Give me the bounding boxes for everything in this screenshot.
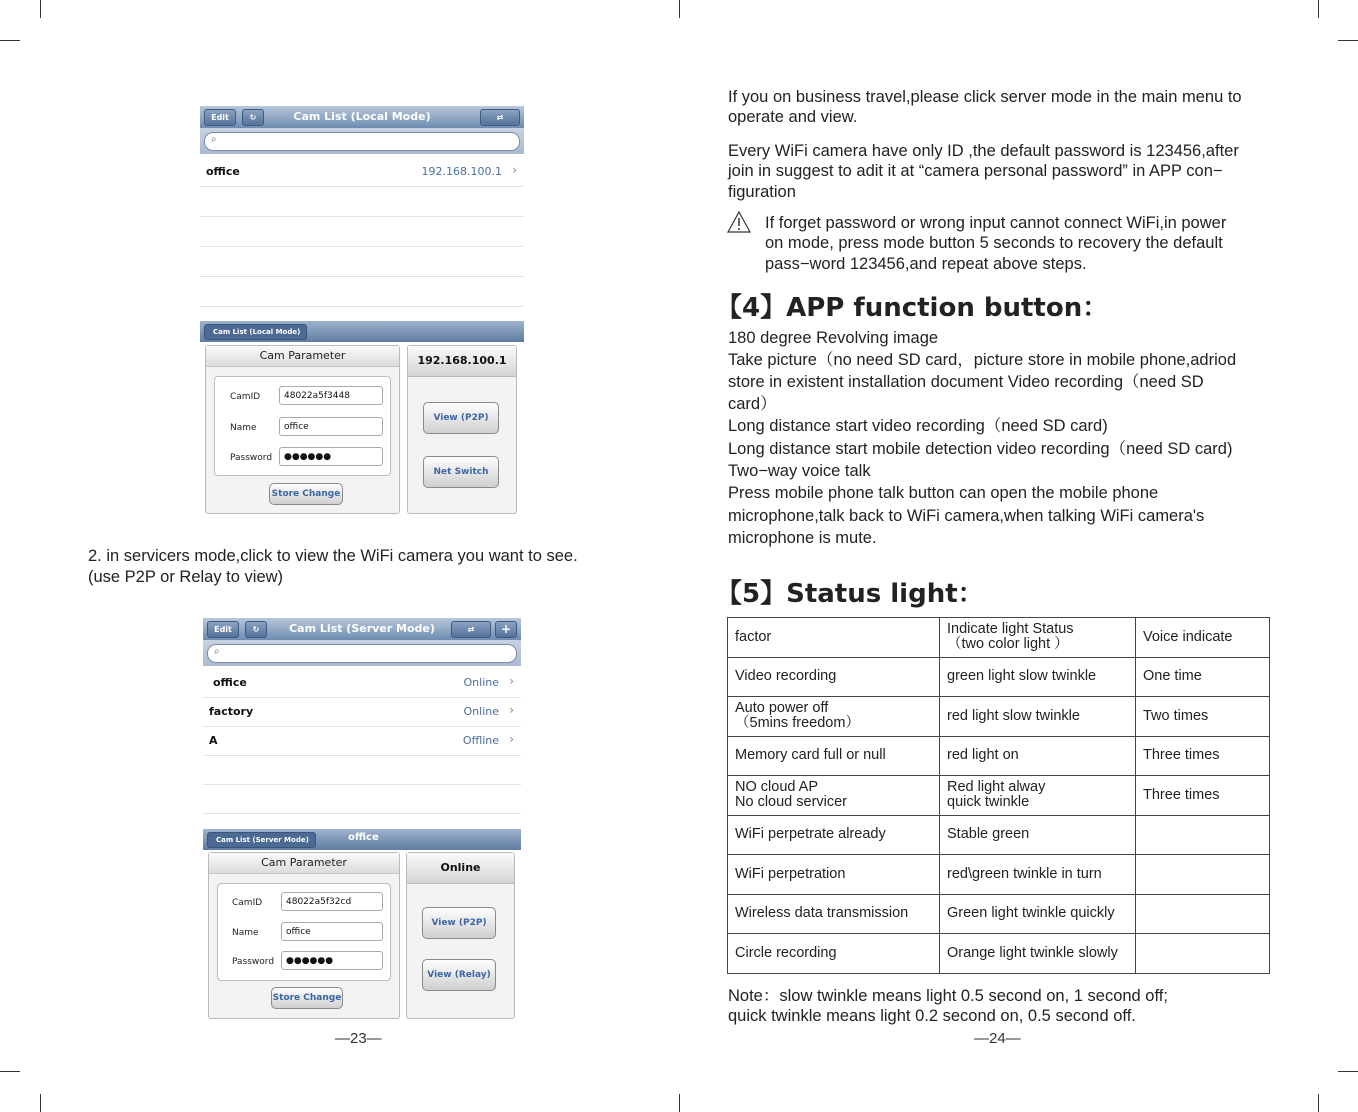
password-label: Password	[230, 453, 273, 463]
warning-icon	[727, 211, 751, 233]
function-line: store in existent installation document Video recording（need SD	[728, 373, 1204, 391]
page-number: —23—	[335, 1030, 382, 1047]
panel-title: Cam Parameter	[206, 346, 399, 367]
factor-text: No cloud servicer	[735, 794, 848, 811]
nav-bar	[203, 618, 521, 641]
list-item	[200, 247, 524, 277]
password-label: Password	[232, 957, 275, 967]
table-header-row	[728, 618, 1270, 658]
edit-button[interactable]: Edit	[204, 109, 236, 126]
list-item	[203, 784, 521, 814]
search-input[interactable]	[204, 132, 520, 151]
voice-text: Three times	[1143, 786, 1220, 803]
back-button[interactable]: Cam List (Server Mode)	[207, 832, 316, 848]
password-field[interactable]: ●●●●●●	[281, 951, 383, 970]
function-line: microphone is mute.	[728, 529, 877, 547]
camera-name: A	[209, 734, 218, 747]
edit-button[interactable]: Edit	[207, 621, 239, 638]
cam-parameter-panel	[208, 852, 400, 1019]
paragraph-line: figuration	[728, 183, 796, 201]
list-item[interactable]	[200, 157, 524, 187]
cam-list-local-screenshot	[200, 106, 524, 306]
parameter-fields	[214, 376, 391, 476]
chevron-right-icon: ›	[509, 703, 514, 717]
light-text: Orange light twinkle slowly	[947, 944, 1118, 961]
light-text: red light on	[947, 747, 1019, 764]
light-text: Red light alway	[947, 779, 1046, 796]
name-field[interactable]: office	[279, 417, 383, 436]
light-text: red light slow twinkle	[947, 707, 1080, 724]
light-text: Stable green	[947, 826, 1030, 843]
page-number: —24—	[974, 1030, 1021, 1047]
crop-mark	[40, 0, 41, 18]
crop-mark	[1318, 0, 1319, 18]
chevron-right-icon: ›	[509, 732, 514, 746]
name-label: Name	[230, 423, 257, 433]
section-heading-4: 【4】APP function button：	[716, 293, 1109, 323]
camera-actions-panel	[407, 345, 517, 514]
cam-parameter-local-screenshot	[200, 321, 524, 521]
search-icon: ⌕	[214, 646, 220, 657]
cam-list-server-screenshot	[203, 618, 521, 818]
parameter-fields	[217, 883, 391, 981]
camera-name: factory	[209, 705, 254, 718]
list-item[interactable]	[203, 697, 521, 727]
camid-field[interactable]: 48022a5f3448	[279, 386, 383, 405]
header-cell	[728, 618, 940, 658]
function-line: microphone,talk back to WiFi camera,when talking WiFi camera's	[728, 507, 1205, 525]
net-switch-button[interactable]: Net Switch	[423, 456, 499, 488]
search-input[interactable]	[207, 644, 517, 663]
function-line: card）	[728, 395, 777, 413]
list-item	[200, 217, 524, 247]
warning-line: If forget password or wrong input cannot connect WiFi,in power	[765, 214, 1227, 232]
function-line: Take picture（no need SD card，picture store in mobile phone,adriod	[728, 351, 1237, 369]
back-button[interactable]: Cam List (Local Mode)	[204, 324, 307, 340]
header-cell	[1136, 618, 1270, 658]
header-voice: Voice indicate	[1143, 628, 1233, 645]
view-relay-button[interactable]: View (Relay)	[422, 959, 496, 991]
nav-bar	[200, 106, 524, 129]
caption-line: 2. in servicers mode,click to view the WiFi camera you want to see.	[88, 547, 578, 565]
factor-text: Auto power off	[735, 700, 829, 717]
camera-ip: 192.168.100.1	[421, 165, 502, 178]
crop-mark	[0, 40, 20, 41]
table-row	[728, 697, 1270, 737]
search-bar	[203, 640, 521, 666]
password-field[interactable]: ●●●●●●	[279, 447, 383, 466]
factor-text: Wireless data transmission	[735, 905, 909, 922]
panel-title: Cam Parameter	[209, 853, 399, 874]
header-cell	[940, 618, 1136, 658]
nav-title: Cam List (Server Mode)	[289, 622, 435, 635]
paragraph-line: Every WiFi camera have only ID ,the default password is 123456,after	[728, 142, 1239, 160]
factor-text: Memory card full or null	[735, 747, 886, 764]
switch-icon[interactable]: ⇄	[480, 109, 520, 126]
light-text: red\green twinkle in turn	[947, 865, 1102, 882]
function-line: 180 degree Revolving image	[728, 329, 939, 347]
camera-status-title: Online	[407, 853, 514, 884]
add-button[interactable]: +	[495, 621, 517, 638]
table-row	[728, 855, 1270, 895]
crop-mark	[1318, 1094, 1319, 1112]
warning-line: on mode, press mode button 5 seconds to recovery the default	[765, 234, 1223, 252]
light-text: green light slow twinkle	[947, 668, 1097, 685]
camera-actions-panel	[406, 852, 515, 1019]
section-heading-5: 【5】Status light：	[716, 579, 984, 609]
nav-title: office	[348, 832, 379, 843]
function-line: Long distance start video recording（need SD card)	[728, 417, 1108, 435]
crop-mark	[679, 0, 680, 18]
list-item[interactable]	[203, 726, 521, 756]
camid-field[interactable]: 48022a5f32cd	[281, 892, 383, 911]
camera-status: Online	[463, 676, 499, 689]
camera-name: office	[213, 676, 247, 689]
crop-mark	[0, 1071, 20, 1072]
factor-text: Video recording	[735, 668, 837, 685]
light-text: Green light twinkle quickly	[947, 905, 1115, 922]
function-line: Two−way voice talk	[728, 462, 871, 480]
camera-status: Online	[463, 705, 499, 718]
note-line: Note：slow twinkle means light 0.5 second on, 1 second off;	[728, 987, 1168, 1005]
table-row	[728, 736, 1270, 776]
paragraph-line: operate and view.	[728, 108, 858, 126]
warning-line: pass−word 123456,and repeat above steps.	[765, 255, 1087, 273]
refresh-icon[interactable]: ↻	[242, 109, 264, 126]
voice-text: Three times	[1143, 747, 1220, 764]
view-p2p-button[interactable]: View (P2P)	[423, 402, 499, 434]
list-item	[200, 187, 524, 217]
table-row	[728, 894, 1270, 934]
crop-mark	[679, 1094, 680, 1112]
note-line: quick twinkle means light 0.2 second on, 0.5 second off.	[728, 1007, 1136, 1025]
header-light-line: Indicate light Status	[947, 621, 1074, 638]
search-icon: ⌕	[211, 134, 217, 145]
name-label: Name	[232, 928, 259, 938]
factor-text: （5mins freedom）	[735, 715, 860, 732]
crop-mark	[40, 1094, 41, 1112]
cam-parameter-server-screenshot	[203, 829, 521, 1025]
list-item[interactable]	[203, 668, 521, 698]
crop-mark	[1338, 1071, 1358, 1072]
camid-label: CamID	[232, 898, 263, 908]
table-row	[728, 934, 1270, 974]
search-bar	[200, 128, 524, 154]
light-text: quick twinkle	[947, 794, 1030, 811]
cam-parameter-panel	[205, 345, 400, 514]
header-factor: factor	[735, 628, 772, 645]
factor-text: Circle recording	[735, 944, 837, 961]
table-row	[728, 657, 1270, 697]
view-p2p-button[interactable]: View (P2P)	[422, 907, 496, 939]
camera-name: office	[206, 165, 240, 178]
crop-mark	[1338, 40, 1358, 41]
nav-title: Cam List (Local Mode)	[293, 110, 431, 123]
function-line: Long distance start mobile detection video recording（need SD card)	[728, 440, 1233, 458]
function-line: Press mobile phone talk button can open the mobile phone	[728, 484, 1159, 502]
store-change-button[interactable]: Store Change	[271, 987, 343, 1009]
caption-line: (use P2P or Relay to view)	[88, 568, 284, 586]
voice-text: One time	[1143, 668, 1202, 685]
factor-text: NO cloud AP	[735, 779, 819, 796]
paragraph-line: If you on business travel,please click server mode in the main menu to	[728, 88, 1242, 106]
camera-ip-title: 192.168.100.1	[408, 346, 516, 377]
refresh-icon[interactable]: ↻	[245, 621, 267, 638]
chevron-right-icon: ›	[512, 163, 517, 177]
camera-status: Offline	[462, 734, 499, 747]
store-change-button[interactable]: Store Change	[269, 483, 343, 505]
nav-bar	[200, 321, 524, 342]
list-item	[200, 277, 524, 307]
chevron-right-icon: ›	[509, 674, 514, 688]
switch-icon[interactable]: ⇄	[451, 621, 491, 638]
table-row	[728, 776, 1270, 816]
factor-text: WiFi perpetration	[735, 865, 846, 882]
status-light-table	[727, 617, 1270, 974]
header-light-line: （two color light ）	[947, 636, 1069, 653]
name-field[interactable]: office	[281, 922, 383, 941]
voice-text: Two times	[1143, 707, 1209, 724]
list-item	[203, 755, 521, 785]
paragraph-line: join in suggest to adit it at “camera personal password” in APP con−	[728, 162, 1223, 180]
table-row	[728, 815, 1270, 855]
factor-text: WiFi perpetrate already	[735, 826, 886, 843]
nav-bar	[203, 829, 521, 850]
camid-label: CamID	[230, 392, 261, 402]
